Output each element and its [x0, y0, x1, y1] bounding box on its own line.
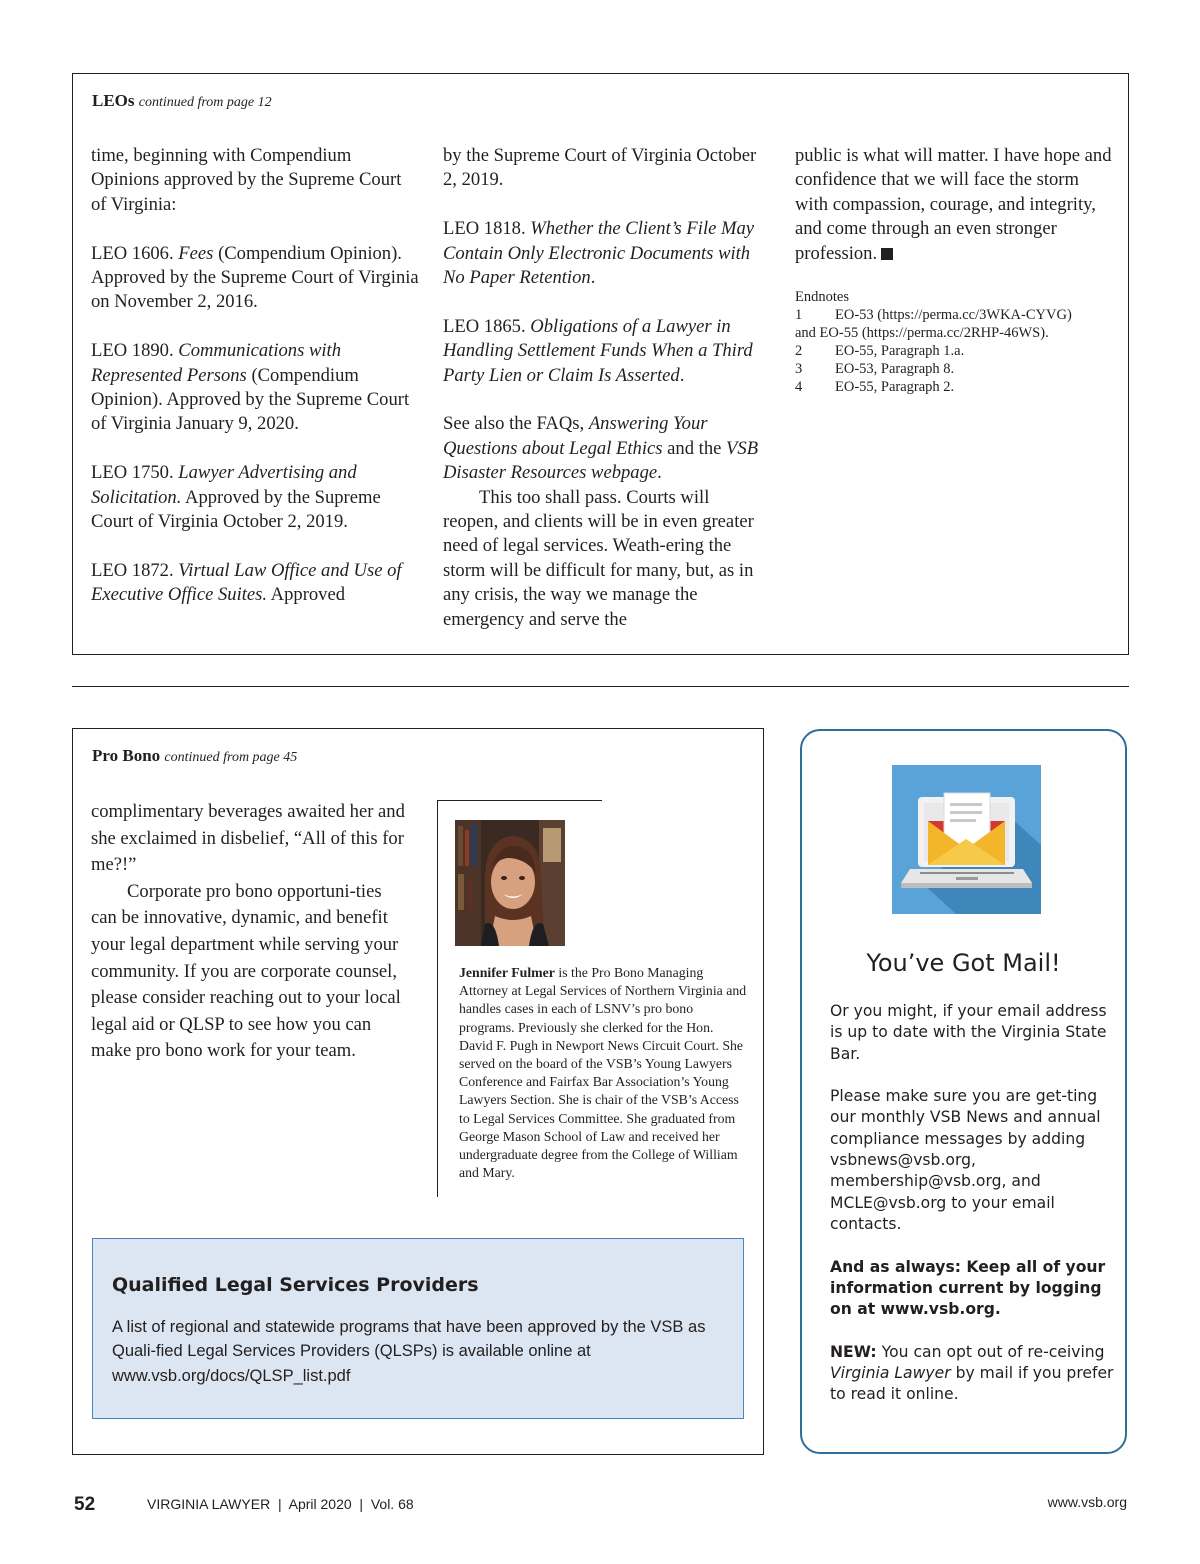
- closing-paragraph: This too shall pass. Courts will reopen, and clients will be in even greater need of legal services. Weath-ering the storm will be difficult for many, but, as in any crisis, the way we manage the emergency and serve the: [443, 486, 754, 630]
- pro-bono-continued-note: continued from page 45: [164, 750, 298, 765]
- faq-link[interactable]: Answering Your Questions about Legal Ethics: [443, 413, 708, 459]
- see-also-faqs: See also the FAQs, Answering Your Questions about Legal Ethics and the VSB Disaster Resources webpage.: [443, 413, 759, 484]
- qlsp-title: Qualified Legal Services Providers: [112, 1274, 479, 1296]
- pro-bono-para-1: complimentary beverages awaited her and she exclaimed in disbelief, “All of this for me?!”: [91, 801, 405, 876]
- author-name: Jennifer Fulmer: [459, 965, 555, 980]
- mail-para-3: And as always: Keep all of your information current by logging on at www.vsb.org.: [830, 1257, 1106, 1319]
- endnote-item: 4 EO-55, Paragraph 2.: [795, 379, 955, 396]
- pro-bono-continued-box: [72, 728, 764, 1455]
- leo-column-1: [91, 144, 421, 608]
- leo-1818: LEO 1818. Whether the Client’s File May Contain Only Electronic Documents with No Paper Retention.: [443, 218, 755, 289]
- end-of-article-mark: [881, 248, 893, 260]
- leo-1750: LEO 1750. Lawyer Advertising and Solicitation. Approved by the Supreme Court of Virginia October 2, 2019.: [91, 462, 381, 533]
- leo-continued-note: continued from page 12: [138, 95, 272, 110]
- leo-heading-title: LEOs: [92, 91, 135, 110]
- endnote-item: and EO-55 (https://perma.cc/2RHP-46WS).: [795, 325, 1049, 342]
- mail-body: [830, 1001, 1116, 1427]
- endnotes: [795, 288, 1115, 396]
- laptop-mail-icon: [892, 765, 1041, 914]
- qlsp-body: A list of regional and statewide programs that have been approved by the VSB as Quali-fied Legal Services Providers (QLSPs) is available online at www.vsb.org/docs/QLSP_list.pdf: [112, 1318, 706, 1385]
- youve-got-mail-box: [800, 729, 1127, 1454]
- leo-heading: [92, 91, 272, 111]
- mail-title: You’ve Got Mail!: [866, 949, 1061, 977]
- mail-para-1: Or you might, if your email address is up to date with the Virginia State Bar.: [830, 1002, 1107, 1063]
- endnote-item: 2 EO-55, Paragraph 1.a.: [795, 343, 965, 360]
- magazine-info: VIRGINIA LAWYER | April 2020 | Vol. 68: [147, 1496, 414, 1512]
- mail-para-2: Please make sure you are get-ting our monthly VSB News and annual compliance messages by adding vsbnews@vsb.org, membership@vsb.org, and MCLE@vsb.org to your email contacts.: [830, 1087, 1101, 1233]
- leo-intro: time, beginning with Compendium Opinions approved by the Supreme Court of Virginia:: [91, 145, 402, 215]
- section-divider: [72, 686, 1129, 687]
- author-bio-text: Jennifer Fulmer is the Pro Bono Managing Attorney at Legal Services of Northern Virginia and handles cases in each of LSNV’s pro bono programs. Previously she clerked for the Hon. David F. Pugh in Newport News Circuit Court. She served on the board of the VSB’s Young Lawyers Conference and Fairfax Bar Association’s Young Lawyers Section. She is chair of the VSB’s Access to Legal Services Committee. She graduated from George Mason School of Law and received her undergraduate degree from the College of William and Mary.: [459, 965, 747, 1181]
- page-number: 52: [74, 1494, 96, 1515]
- author-bio: [437, 800, 749, 1197]
- leo-1865: LEO 1865. Obligations of a Lawyer in Handling Settlement Funds When a Third Party Lien or Claim Is Asserted.: [443, 315, 753, 386]
- endnote-item: 3 EO-53, Paragraph 8.: [795, 361, 955, 378]
- closing-paragraph-end: public is what will matter. I have hope and confidence that we will face the storm with compassion, courage, and integrity, and come through an even stronger profession.: [795, 145, 1112, 264]
- endnote-item: 1 EO-53 (https://perma.cc/3WKA-CYVG): [795, 307, 1072, 324]
- leo-1872-continued: by the Supreme Court of Virginia October 2, 2019.: [443, 145, 757, 191]
- leo-column-3: [795, 144, 1115, 396]
- pro-bono-column: [91, 799, 411, 1065]
- pro-bono-para-2: Corporate pro bono opportuni-ties can be innovative, dynamic, and benefit your legal department while serving your community. If you are corporate counsel, please consider reaching out to your local legal aid or QLSP to see how you can make pro bono work for your team.: [91, 880, 401, 1062]
- mail-para-4: NEW: You can opt out of re-ceiving Virginia Lawyer by mail if you prefer to read it online.: [830, 1342, 1114, 1404]
- leo-1890: LEO 1890. Communications with Represented Persons (Compendium Opinion). Approved by the Supreme Court of Virginia January 9, 2020.: [91, 340, 410, 435]
- pro-bono-heading: [92, 746, 297, 766]
- author-photo: [455, 820, 565, 946]
- leo-continued-box: [72, 73, 1129, 655]
- leo-1872: LEO 1872. Virtual Law Office and Use of Executive Office Suites. Approved: [91, 559, 402, 606]
- endnotes-title: Endnotes: [795, 289, 849, 306]
- pro-bono-heading-title: Pro Bono: [92, 746, 161, 765]
- leo-1606: LEO 1606. Fees (Compendium Opinion). Approved by the Supreme Court of Virginia on November 2, 2016.: [91, 242, 419, 313]
- leo-column-2: [443, 144, 763, 632]
- qlsp-callout: [92, 1238, 744, 1419]
- footer-url[interactable]: www.vsb.org: [1047, 1494, 1127, 1510]
- disaster-resources-link[interactable]: VSB Disaster Resources webpage: [443, 437, 759, 484]
